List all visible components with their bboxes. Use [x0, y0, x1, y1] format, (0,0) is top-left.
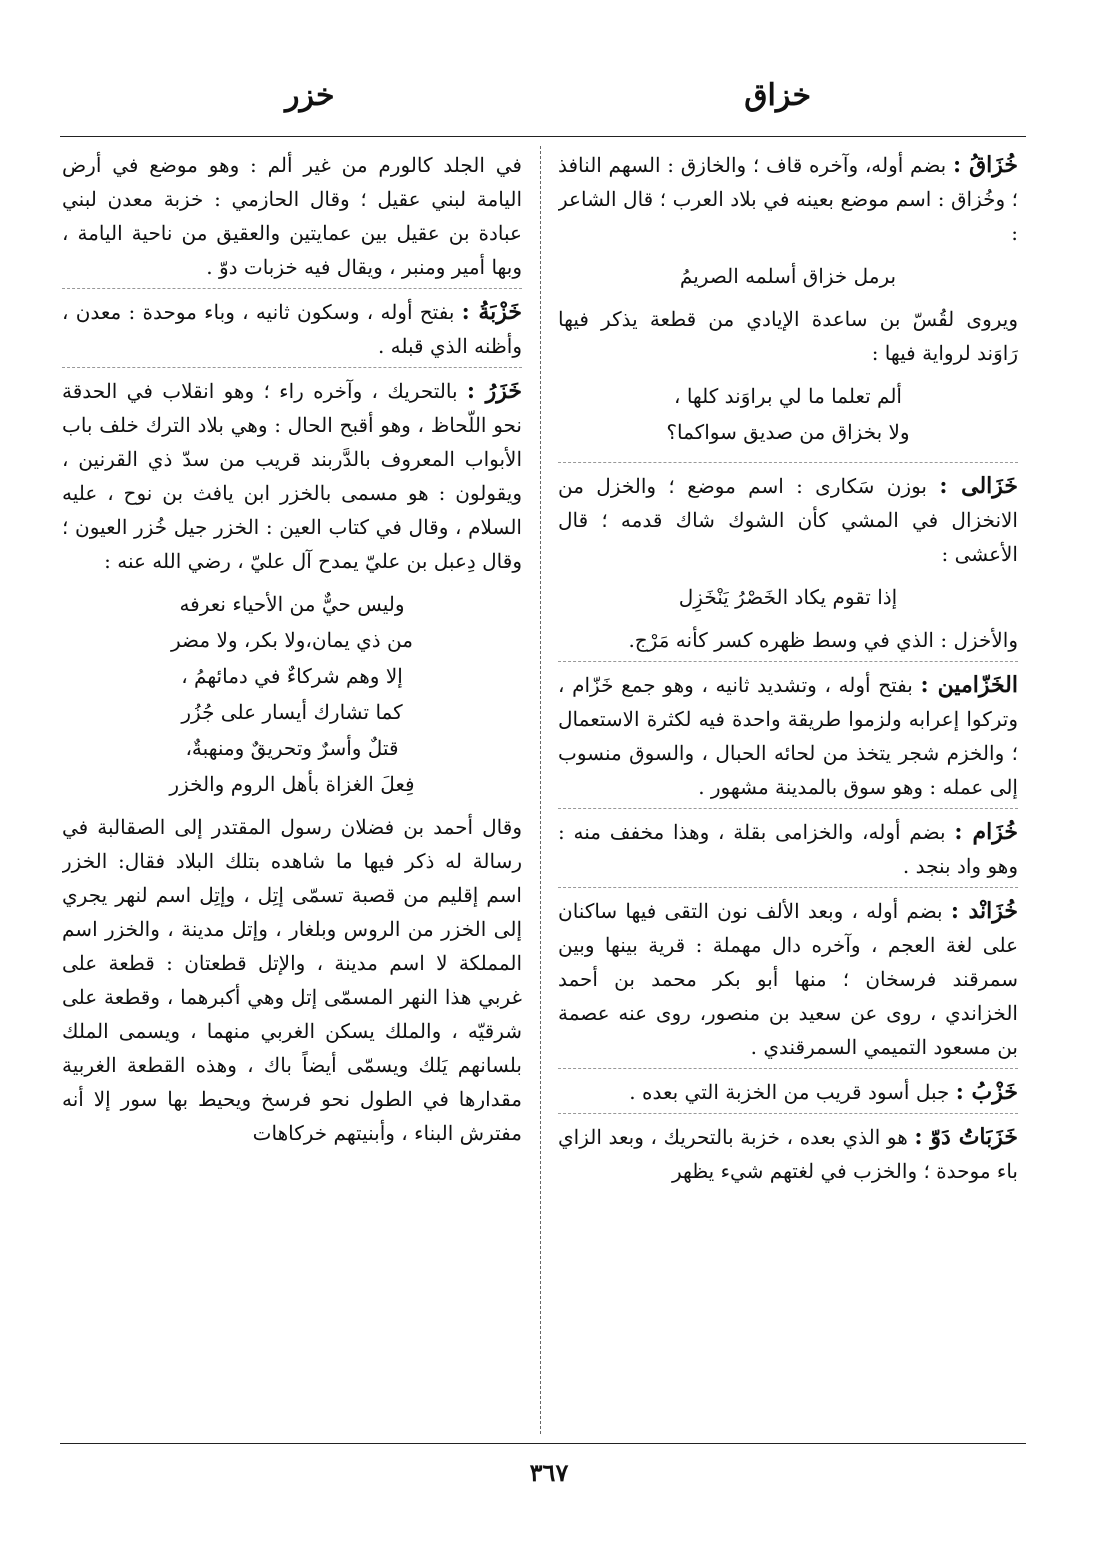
verse-line: ولا بخزاق من صديق سواكما؟	[666, 420, 910, 444]
entry-khazabat-daw	[558, 1120, 1018, 1192]
verse	[558, 579, 1018, 615]
entry-khazar	[62, 374, 522, 1154]
verse-line: إذا تقوم يكاد الخَصْرُ يَنْخَزِل	[678, 585, 898, 609]
right-column	[558, 148, 1018, 1433]
entry-khazb	[558, 1075, 1018, 1114]
entry-term: خَزْبُ :	[955, 1079, 1018, 1105]
page-number: ٣٦٧	[529, 1458, 569, 1487]
entry-text: هو الذي بعده ، خزبة بالتحريك ، وبعد الزاي باء موحدة ؛ والخزب في لغتهم شيء يظهر	[558, 1125, 1018, 1183]
verse	[558, 378, 1018, 450]
entry-text: بضم أوله، وآخره قاف ؛ والخازق : السهم النافذ ؛ وخُزاق : اسم موضع بعينه في بلاد العرب ؛ قال الشاعر :	[558, 153, 1018, 245]
header-headword-right: خزاق	[744, 78, 811, 113]
entry-khuzand	[558, 894, 1018, 1069]
verse-line: فِعلَ الغزاة بأهل الروم والخزر	[169, 772, 415, 796]
verse-line: قتلٌ وأسرٌ وتحريقٌ ومنهبةٌ،	[185, 736, 399, 760]
entry-term: خَزَرُ :	[466, 378, 522, 404]
entry-text: بضم أوله ، وبعد الألف نون التقى فيها ساكنان على لغة العجم ، وآخره دال مهملة : قرية بينها وبين سمرقند فرسخان ؛ منها أبو بكر محمد بن أحمد الخزاندي ، روى عن سعيد بن منصور، روى عنه عصمة بن مسعود التميمي السمرقندي .	[558, 899, 1018, 1059]
entry-alkhazzamin	[558, 668, 1018, 809]
left-column	[62, 148, 522, 1433]
page-header	[60, 78, 1026, 128]
entry-khazala	[558, 469, 1018, 662]
verse-line: برمل خزاق أسلمه الصريمُ	[679, 264, 897, 288]
entry-text: بفتح أوله ، وسكون ثانيه ، وباء موحدة : معدن ، وأظنه الذي قبله .	[62, 300, 522, 358]
entry-khuzaq	[558, 148, 1018, 463]
entry-term: خُزَاقُ :	[952, 152, 1018, 178]
entry-term: خُزَام :	[954, 819, 1018, 845]
verse-line: إلا وهم شركاءٌ في دمائهمُ ،	[181, 664, 403, 688]
entry-text: في الجلد كالورم من غير ألم : وهو موضع في أرض اليامة لبني عقيل ؛ وقال الحازمي : خزبة معدن لبني عبادة بن عقيل بين عمايتين والعقيق من ناحية اليامة ، وبها أمير ومنبر ، ويقال فيه خزبات دوّ .	[62, 153, 522, 279]
entry-term: خُزَانْد :	[950, 898, 1018, 924]
entry-term: خَزَالى :	[939, 473, 1018, 499]
entry-text: والأخزل : الذي في وسط ظهره كسر كأنه مَرْج.	[628, 628, 1018, 652]
entry-term: خَزَبَاتُ دَوّ :	[914, 1124, 1018, 1150]
entry-term: الخَزّامين :	[920, 672, 1018, 698]
entry-text: بفتح أوله ، وتشديد ثانيه ، وهو جمع خَزّام ، وتركوا إعرابه ولزموا طريقة واحدة فيه لكثرة الاستعمال ؛ والخزم شجر يتخذ من لحائه الحبال ، والسوق منسوب إلى عمله : وهو سوق بالمدينة مشهور .	[558, 673, 1018, 799]
verse-line: من ذي يمان،ولا بكر، ولا مضر	[171, 628, 413, 652]
verse	[558, 258, 1018, 294]
footer-rule	[60, 1443, 1026, 1444]
entry-text: بالتحريك ، وآخره راء ؛ وهو انقلاب في الحدقة نحو اللّحاظ ، وهو أقبح الحال : وهي بلاد الترك خلف باب الأبواب المعروف بالدَّربند قريب من سدّ ذي القرنين ، ويقولون : هو مسمى بالخزر ابن يافث بن نوح ، عليه السلام ، وقال في كتاب العين : الخزر جيل خُزر العيون ؛ وقال دِعبل بن عليّ يمدح آل عليّ ، رضي الله عنه :	[62, 379, 522, 573]
entry-text: ويروى لقُسّ بن ساعدة الإيادي من قطعة يذكر فيها رَاوَند لرواية فيها :	[558, 307, 1018, 365]
column-divider	[540, 146, 541, 1434]
verse-line: ألم تعلما ما لي براوَند كلها ،	[674, 384, 902, 408]
entry-text: جبل أسود قريب من الخزبة التي بعده .	[629, 1080, 950, 1104]
entry-text: بوزن سَكارى : اسم موضع ؛ والخزل من الانخزال في المشي كأن الشوك شاك قدمه ؛ قال الأعشى :	[558, 474, 1018, 566]
entry-text: بضم أوله، والخزامى بقلة ، وهذا مخفف منه : وهو واد بنجد .	[558, 820, 1018, 878]
verse-line: كما تشارك أيسار على جُزُر	[181, 700, 403, 724]
verse	[62, 586, 522, 802]
entry-khazba	[62, 295, 522, 368]
entry-khuzam	[558, 815, 1018, 888]
entry-continuation	[62, 148, 522, 289]
header-rule	[60, 136, 1026, 137]
entry-text: وقال أحمد بن فضلان رسول المقتدر إلى الصقالبة في رسالة له ذكر فيها ما شاهده بتلك البلاد فقال: الخزر اسم إقليم من قصبة تسمّى إتِل ، وإتِل اسم لنهر يجري إلى الخزر من الروس وبلغار ، وإتل مدينة ، والخزر اسم المملكة لا اسم مدينة ، والإتل قطعتان : قطعة على غربي هذا النهر المسمّى إتل وهي أكبرهما ، وقطعة على شرقيّه ، والملك يسكن الغربي منهما ، ويسمى الملك بلسانهم يَلك ويسمّى أيضاً باك ، وهذه القطعة الغربية مقدارها في الطول نحو فرسخ ويحيط بها سور إلا أنه مفترش البناء ، وأبنيتهم خركاهات	[62, 815, 522, 1145]
header-headword-left: خزر	[285, 78, 335, 113]
entry-term: خَزْبَةُ :	[461, 299, 522, 325]
verse-line: وليس حيٌّ من الأحياء نعرفه	[179, 592, 405, 616]
